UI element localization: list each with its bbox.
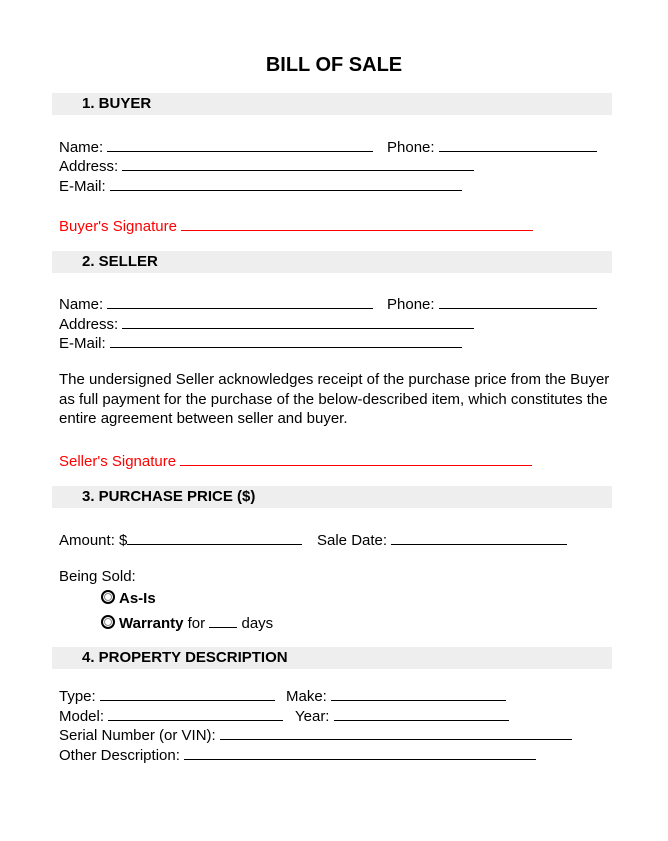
buyer-name-row bbox=[59, 136, 373, 157]
other-description-row bbox=[59, 744, 536, 765]
model-label: Model: bbox=[59, 708, 105, 725]
buyer-email-label: E-Mail: bbox=[59, 178, 106, 195]
sale-date-label: Sale Date: bbox=[317, 532, 388, 549]
sale-date-field[interactable] bbox=[391, 529, 567, 545]
year-row bbox=[295, 705, 509, 726]
type-field[interactable] bbox=[100, 685, 275, 701]
radio-circle-icon[interactable] bbox=[101, 615, 115, 629]
year-label: Year: bbox=[295, 708, 330, 725]
seller-phone-label: Phone: bbox=[387, 296, 435, 313]
seller-phone-field[interactable] bbox=[439, 293, 597, 309]
seller-phone-row bbox=[387, 293, 597, 314]
serial-field[interactable] bbox=[220, 724, 572, 740]
option-warranty-label: Warranty bbox=[119, 615, 184, 632]
radio-circle-icon[interactable] bbox=[101, 590, 115, 604]
option-warranty[interactable] bbox=[101, 612, 273, 633]
sale-date-row bbox=[317, 529, 567, 550]
buyer-email-row bbox=[59, 175, 462, 196]
section-title-buyer: 1. BUYER bbox=[82, 95, 152, 112]
buyer-phone-label: Phone: bbox=[387, 139, 435, 156]
warranty-days-text: days bbox=[241, 615, 274, 632]
seller-email-field[interactable] bbox=[110, 332, 462, 348]
serial-row bbox=[59, 724, 572, 745]
amount-field[interactable] bbox=[127, 529, 302, 545]
buyer-signature-row bbox=[59, 215, 533, 236]
year-field[interactable] bbox=[334, 705, 509, 721]
section-title-property-description: 4. PROPERTY DESCRIPTION bbox=[82, 649, 288, 666]
model-row bbox=[59, 705, 283, 726]
model-field[interactable] bbox=[108, 705, 283, 721]
other-description-field[interactable] bbox=[184, 744, 536, 760]
buyer-address-field[interactable] bbox=[122, 155, 474, 171]
section-header-property-description bbox=[52, 647, 612, 669]
buyer-address-row bbox=[59, 155, 474, 176]
seller-address-row bbox=[59, 313, 474, 334]
buyer-address-label: Address: bbox=[59, 158, 119, 175]
amount-label: Amount: $ bbox=[59, 532, 128, 549]
seller-address-label: Address: bbox=[59, 316, 119, 333]
section-header-seller bbox=[52, 251, 612, 273]
section-title-purchase-price: 3. PURCHASE PRICE ($) bbox=[82, 488, 256, 505]
warranty-days-field[interactable] bbox=[209, 612, 237, 628]
buyer-signature-label: Buyer's Signature bbox=[59, 218, 177, 235]
make-row bbox=[286, 685, 506, 706]
type-row bbox=[59, 685, 275, 706]
make-label: Make: bbox=[286, 688, 327, 705]
seller-signature-label: Seller's Signature bbox=[59, 453, 177, 470]
seller-email-label: E-Mail: bbox=[59, 335, 106, 352]
seller-name-label: Name: bbox=[59, 296, 104, 313]
section-header-buyer bbox=[52, 93, 612, 115]
section-header-purchase-price bbox=[52, 486, 612, 508]
type-label: Type: bbox=[59, 688, 96, 705]
section-title-seller: 2. SELLER bbox=[82, 253, 158, 270]
buyer-name-field[interactable] bbox=[107, 136, 373, 152]
option-as-is[interactable] bbox=[101, 590, 156, 608]
document-title: BILL OF SALE bbox=[265, 54, 403, 76]
seller-name-field[interactable] bbox=[107, 293, 373, 309]
warranty-for-text: for bbox=[187, 615, 206, 632]
other-description-label: Other Description: bbox=[59, 747, 180, 764]
seller-signature-row bbox=[59, 450, 532, 471]
seller-email-row bbox=[59, 332, 462, 353]
seller-acknowledgement: The undersigned Seller acknowledges receipt of the purchase price from the Buyer as full payment for the purchase of the below-described item, which constitutes the entire agreement between seller and buyer. bbox=[59, 371, 610, 427]
buyer-phone-row bbox=[387, 136, 597, 157]
buyer-email-field[interactable] bbox=[110, 175, 462, 191]
seller-name-row bbox=[59, 293, 373, 314]
amount-row bbox=[59, 529, 302, 550]
being-sold-label: Being Sold: bbox=[59, 568, 136, 585]
buyer-signature-field[interactable] bbox=[181, 215, 533, 231]
buyer-name-label: Name: bbox=[59, 139, 104, 156]
seller-signature-field[interactable] bbox=[180, 450, 532, 466]
option-as-is-label: As-Is bbox=[119, 590, 156, 607]
buyer-phone-field[interactable] bbox=[439, 136, 597, 152]
serial-label: Serial Number (or VIN): bbox=[59, 727, 216, 744]
seller-address-field[interactable] bbox=[122, 313, 474, 329]
make-field[interactable] bbox=[331, 685, 506, 701]
